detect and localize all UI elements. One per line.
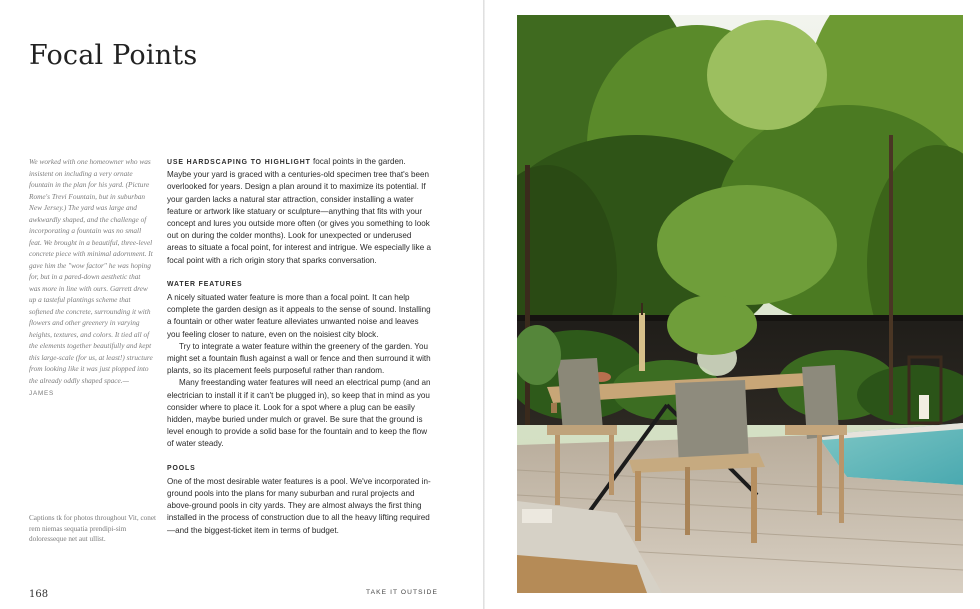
sidebar-signature: —JAMES	[29, 377, 130, 397]
sidebar-anecdote	[29, 156, 153, 400]
intro-paragraph	[167, 156, 432, 267]
pools-paragraph-1: One of the most desirable water features is a pool. We've incorporated in-ground pools into the plans for many suburban and rural projects and above-ground pools in city yards. They are almost always the first thing installed in the process of construction due to all the heavy lifting required—and the biggest-ticket item in terms of budget.	[167, 476, 431, 535]
page-number: 168	[29, 589, 49, 600]
water-paragraph-2: Try to integrate a water feature within the greenery of the garden. You might set a fountain flush against a wall or fence and then surround it with plants, so its placement feels purposeful rather than random.	[167, 341, 431, 376]
intro-text: focal points in the garden. Maybe your yard is graced with a centuries-old specimen tree that's been overlooked for years. Design a plan around it to maximize its potential. If your garden lacks a natural star attraction, consider installing a water feature or artwork like statuary or sculpture—anything that fits with your concept and lures you outside more often (or gives you something to look out on during the colder months). Look for unexpected or underused areas to situate a focal point, for interest and intrigue. We especially like a focal point with a rich origin story that sparks conversation.	[167, 157, 431, 265]
water-paragraph-3: Many freestanding water features will need an electrical pump (and an electrician to install it if it can't be plugged in), so keep that in mind as you consider where to place it. Look for a spot where a plug can be easily hidden, maybe buried under mulch or gravel. Be sure that the ground is level enough to provide a solid base for the fountain and to keep the flow of water steady.	[167, 378, 431, 449]
running-head: TAKE IT OUTSIDE	[366, 589, 438, 596]
pools-heading: POOLS	[167, 464, 196, 472]
garden-photo	[517, 15, 963, 593]
body-text	[167, 156, 432, 537]
page-title: Focal Points	[29, 40, 198, 71]
water-features-heading: WATER FEATURES	[167, 280, 243, 288]
garden-photo-illustration	[517, 15, 963, 593]
sidebar-text: We worked with one homeowner who was insistent on including a very ornate fountain in the plan for his yard. (Picture Rome's Trevi Fountain, but in suburban New Jersey.) The yard was large and awkwardly shaped, and the challenge of incorporating a fountain was no small feat. We brought in a beautiful, three-level concrete piece with minimal adornment. It gave him the "wow factor" he was hoping for, but in a pared-down aesthetic that was more in line with ours. Garrett drew up a tasteful plantings scheme that softened the concrete, surrounding it with flowers and other greenery in varying heights, textures, and colors. It tied all of the elements together beautifully and kept this large-scale (for us, at least!) structure from looking like it was just plopped into the already oddly shaped space.	[29, 157, 153, 385]
photo-caption: Captions tk for photos throughout Vit, conet rem niemas sequatia prendipi-sim doloresseque net aut ullist.	[29, 514, 157, 543]
left-page	[0, 0, 483, 609]
intro-run-in: USE HARDSCAPING TO HIGHLIGHT	[167, 159, 311, 166]
water-paragraph-1: A nicely situated water feature is more than a focal point. It can help complete the garden design as it appeals to the sense of sound. Installing a fountain or other water feature alleviates unwanted noise and leaves you feeling closer to nature, even on the noisiest city block.	[167, 293, 431, 339]
